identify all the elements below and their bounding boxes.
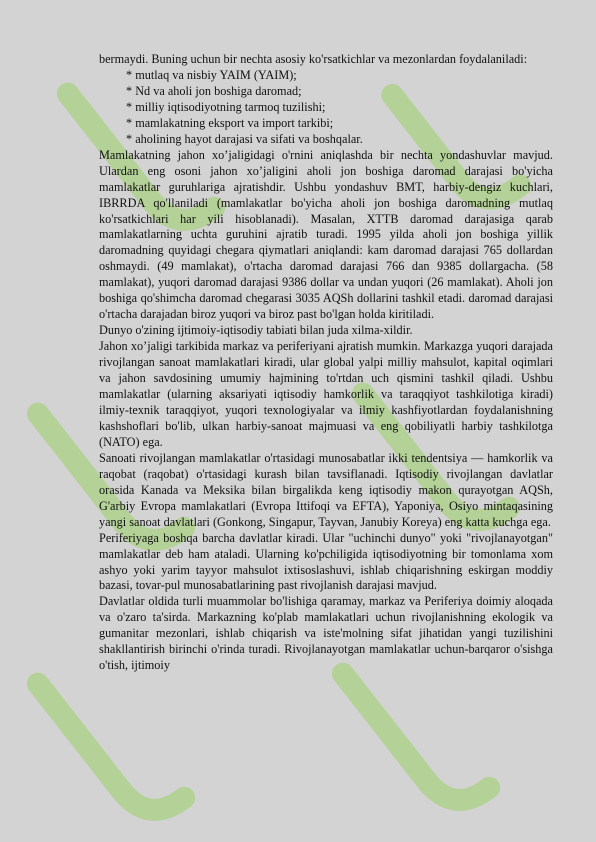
document-page <box>99 52 553 674</box>
list-item: * aholining hayot darajasi va sifati va boshqalar. <box>126 131 363 146</box>
indicator-list <box>99 68 553 148</box>
list-item: * mamlakatning eksport va import tarkibi; <box>126 115 334 130</box>
watermark-glyph-bottom-left <box>38 656 184 826</box>
body-paragraph: Mamlakatning jahon xo’jaligidagi o'rnini aniqlashda bir nechta yondashuvlar mavjud. Ulardan eng osoni jahon xo’jaligini aholi jon boshiga daromad darajasi bo'yicha mamlakatlar guruhlariga ajratishdir. Ushbu yondashuv BMT, harbiy-dengiz kuchlari, IBRRDA qo'llaniladi (mamlakatlar bo'yicha aholi jon boshiga daromadning mutlaq ko'rsatkichlari har yili hisoblanadi). Masalan, XTTB daromad darajasiga qarab mamlakatlarning uchta guruhini ajratib turadi. 1995 yilda aholi jon boshiga yillik daromadning quyidagi chegara qiymatlari aniqlandi: kam daromad darajasi 765 dollardan oshmaydi. (49 mamlakat), o'rtacha daromad darajasi 766 dan 9385 dollargacha. (58 mamlakat), yuqori daromad darajasi 9386 dollar va undan yuqori (26 mamlakat). Aholi jon boshiga qo'shimcha daromad chegarasi 3035 AQSh dollarini tashkil etadi. daromad darajasi o'rtacha darajadan biroz yuqori va biroz past bo'lgan holda kiritiladi. <box>99 147 553 322</box>
body-paragraph: Periferiyaga boshqa barcha davlatlar kiradi. Ular "uchinchi dunyo" yoki "rivojlanayotgan" mamlakatlar deb ham ataladi. Ularning ko'pchiligida iqtisodiyotning bir tomonlama xom ashyo yoki yarim tayyor mahsulot ixtisoslashuvi, ishlab chiqarishning eskirgan moddiy bazasi, tovar-pul munosabatlarining past rivojlanish darajasi mavjud. <box>99 530 553 593</box>
body-paragraph: Jahon xo’jaligi tarkibida markaz va periferiyani ajratish mumkin. Markazga yuqori darajada rivojlangan sanoat mamlakatlari kiradi, ular global yalpi milliy mahsulot, kapital oqimlari va jahon savdosining umumiy hajmining to'rtdan uch qismini tashkil qiladi. Ushbu mamlakatlar (ularning aksariyati iqtisodiy hamkorlik va taraqqiyot tashkilotiga kiradi) ilmiy-texnik taraqqiyot, yuqori texnologiyalar va ilmiy kashfiyotlardan foydalanishning kashshoflari bo'lib, ulkan harbiy-sanoat majmuasi va eng qobiliyatli harbiy tashkilotga (NATO) ega. <box>99 339 553 449</box>
intro-paragraph: bermaydi. Buning uchun bir nechta asosiy ko'rsatkichlar va mezonlardan foydalaniladi: <box>99 52 528 66</box>
list-item: * Nd va aholi jon boshiga daromad; <box>126 83 302 98</box>
list-item: * milliy iqtisodiyotning tarmoq tuzilishi; <box>126 99 326 114</box>
body-paragraph: Sanoati rivojlangan mamlakatlar o'rtasidagi munosabatlar ikki tendentsiya — hamkorlik va raqobat (raqobat) o'rtasidagi kurash bilan tavsiflanadi. Iqtisodiy rivojlangan davlatlar orasida Kanada va Meksika bilan birgalikda keng iqtisodiy makon qurayotgan AQSh, G'arbiy Evropa mamlakatlari (Evropa Ittifoqi va EFTA), Yaponiya, Osiyo mintaqasining yangi sanoat davlatlari (Gonkong, Singapur, Tayvan, Janubiy Koreya) eng katta kuchga ega. <box>99 450 553 529</box>
body-paragraph: Dunyo o'zining ijtimoiy-iqtisodiy tabiati bilan juda xilma-xildir. <box>99 323 413 338</box>
body-paragraph: Davlatlar oldida turli muammolar bo'lishiga qaramay, markaz va Periferiya doimiy aloqada va o'zaro ta'sirda. Markazning ko'plab mamlakatlari uchun rivojlanishning ekologik va gumanitar mezonlari, ishlab chiqarish va iste'molning sifat jihatidan yangi tuzilishini shakllantirish birinchi o'rinda turadi. Rivojlanayotgan mamlakatlar uchun-barqaror o'sishga o'tish, ijtimoiy <box>99 594 553 673</box>
list-item: * mutlaq va nisbiy YAIM (YAIM); <box>126 67 297 82</box>
